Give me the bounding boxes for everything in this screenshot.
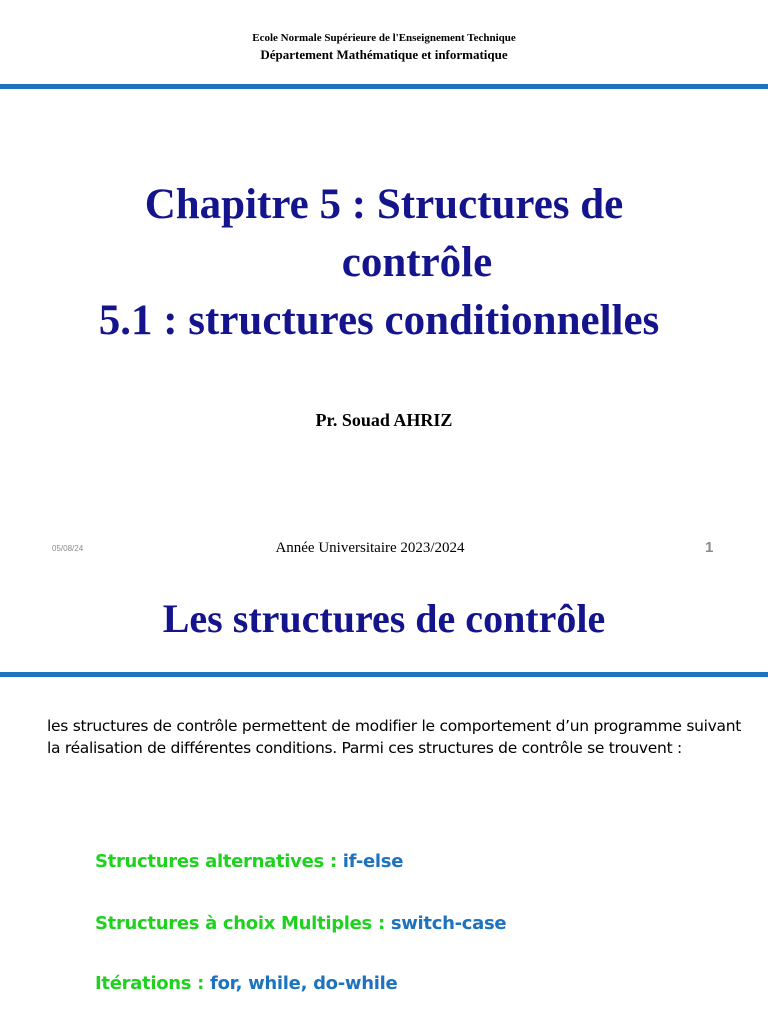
item-label: Itérations : bbox=[95, 973, 205, 994]
school-name: Ecole Normale Supérieure de l'Enseignement Technique bbox=[252, 32, 516, 44]
item-value: switch-case bbox=[390, 913, 507, 934]
item-label: Structures à choix Multiples : bbox=[95, 913, 385, 934]
slide-date: 05/08/24 bbox=[52, 544, 84, 553]
list-item bbox=[95, 851, 403, 872]
list-item bbox=[95, 973, 397, 994]
author-name: Pr. Souad AHRIZ bbox=[315, 410, 453, 430]
chapter-title-line-2: contrôle bbox=[341, 239, 493, 286]
header-divider bbox=[0, 84, 768, 89]
intro-paragraph: les structures de contrôle permettent de modifier le comportement d’un programme suivant la réalisation de différentes conditions. Parmi ces structures de contrôle se trouvent : bbox=[47, 717, 741, 757]
slide-2 bbox=[0, 575, 768, 1024]
slide-title: Les structures de contrôle bbox=[162, 596, 606, 641]
chapter-title-line-1: Chapitre 5 : Structures de bbox=[144, 181, 624, 228]
item-label: Structures alternatives : bbox=[95, 851, 337, 872]
chapter-subtitle: 5.1 : structures conditionnelles bbox=[98, 297, 660, 344]
page-number: 1 bbox=[705, 539, 714, 556]
item-value: for, while, do-while bbox=[210, 973, 398, 994]
list-item bbox=[95, 913, 506, 934]
department-name: Département Mathématique et informatique bbox=[260, 47, 508, 62]
academic-year: Année Universitaire 2023/2024 bbox=[275, 540, 465, 556]
title-divider bbox=[0, 672, 768, 677]
item-value: if-else bbox=[342, 851, 404, 872]
